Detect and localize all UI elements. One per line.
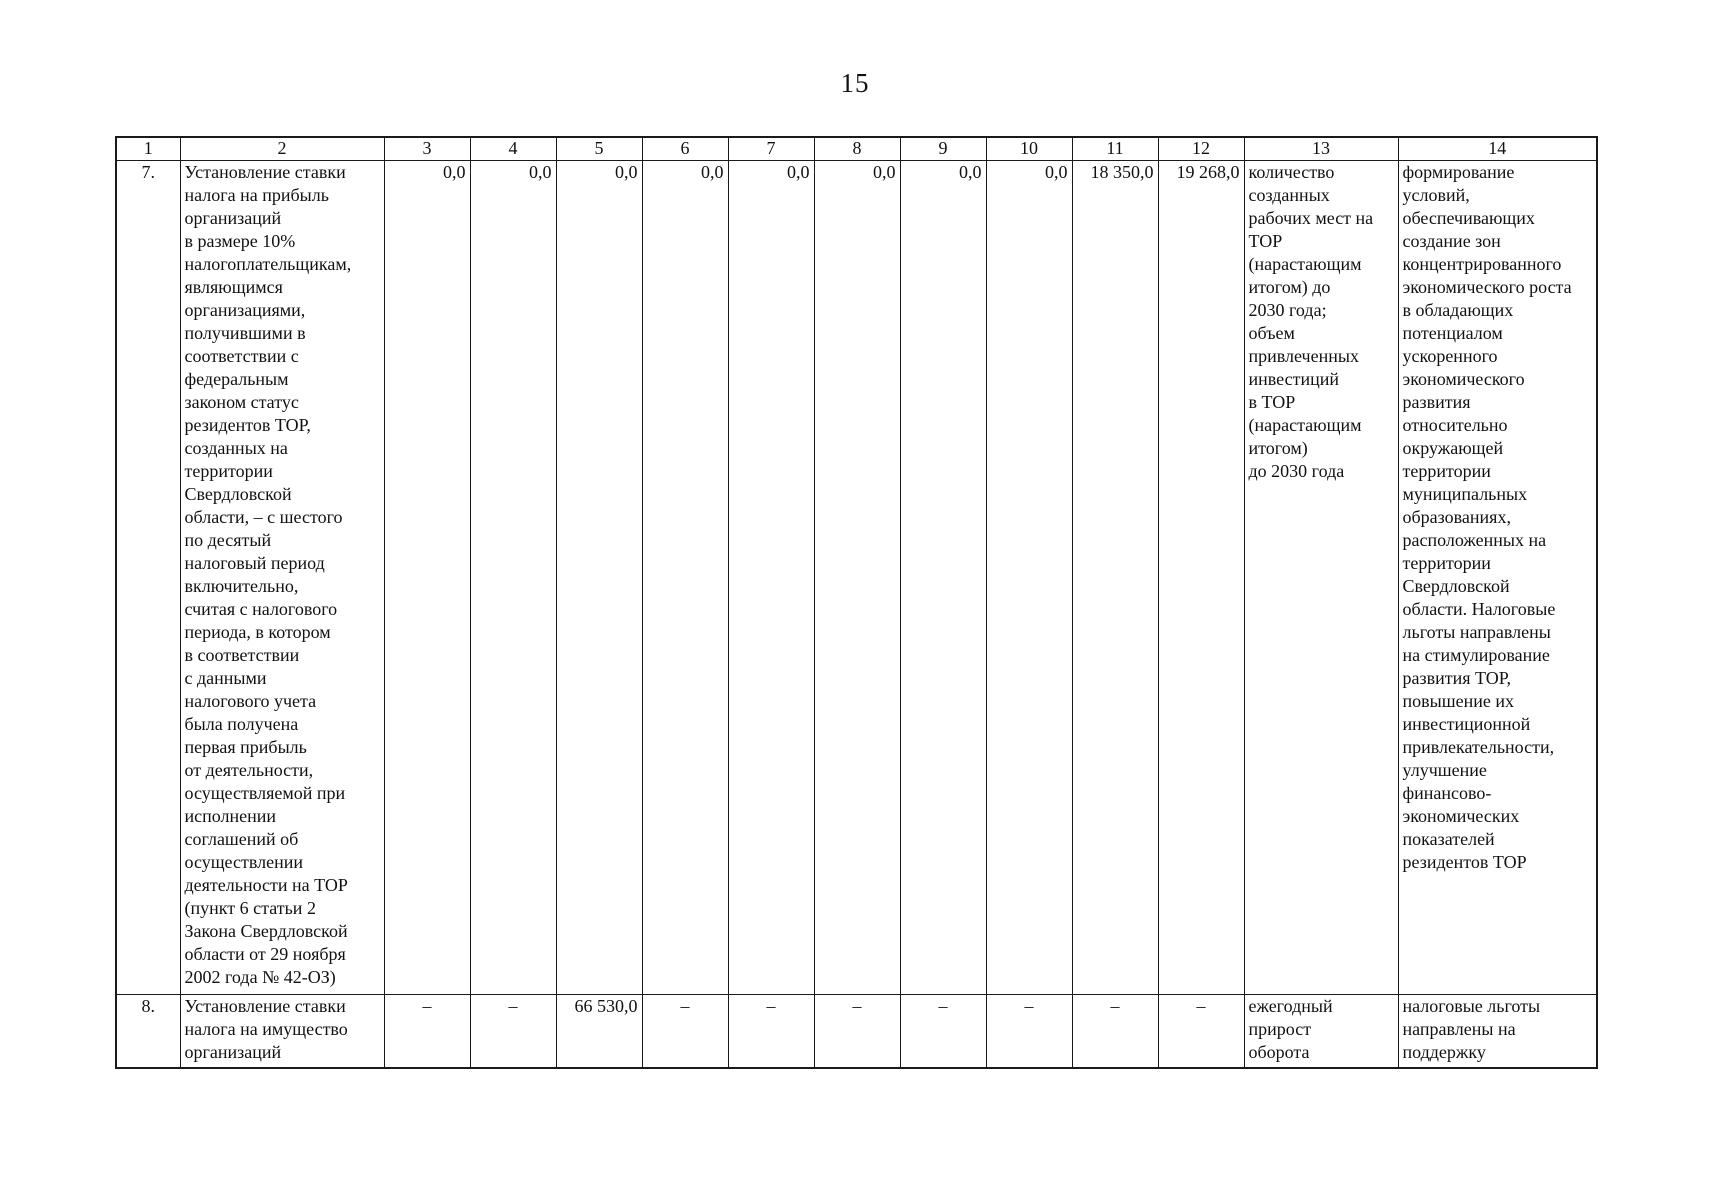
value-cell: 0,0 xyxy=(900,161,986,995)
table-row xyxy=(116,161,1597,995)
value-cell: 0,0 xyxy=(986,161,1072,995)
column-header: 4 xyxy=(470,137,556,161)
value-cell: – xyxy=(814,995,900,1069)
row-number: 7. xyxy=(116,161,180,995)
row-number: 8. xyxy=(116,995,180,1069)
column-header: 1 xyxy=(116,137,180,161)
benefits-table xyxy=(115,136,1598,1069)
column-header: 12 xyxy=(1158,137,1244,161)
page-number: 15 xyxy=(840,68,870,98)
table-row xyxy=(116,995,1597,1069)
value-cell: – xyxy=(728,995,814,1069)
table-header-row xyxy=(116,137,1597,161)
value-cell: 19 268,0 xyxy=(1158,161,1244,995)
value-cell: – xyxy=(470,995,556,1069)
value-cell: – xyxy=(642,995,728,1069)
column-header: 2 xyxy=(180,137,384,161)
column-header: 6 xyxy=(642,137,728,161)
value-cell: – xyxy=(1072,995,1158,1069)
column-header: 3 xyxy=(384,137,470,161)
indicator-cell: ежегодный прирост оборота xyxy=(1244,995,1398,1069)
value-cell: 0,0 xyxy=(470,161,556,995)
column-header: 14 xyxy=(1398,137,1597,161)
value-cell: – xyxy=(900,995,986,1069)
value-cell: 18 350,0 xyxy=(1072,161,1158,995)
column-header: 8 xyxy=(814,137,900,161)
goal-cell: формирование условий, обеспечивающих создание зон концентрированного экономического роста в обладающих потенциалом ускоренного экономического развития относительно окружающей территории муниципальных образованиях, расположенных на территории Свердловской области. Налоговые льготы направлены на стимулирование развития ТОР, повышение их инвестиционной привлекательности, улучшение финансово- экономических показателей резидентов ТОР xyxy=(1398,161,1597,995)
value-cell: – xyxy=(986,995,1072,1069)
goal-cell: налоговые льготы направлены на поддержку xyxy=(1398,995,1597,1069)
benefit-description: Установление ставки налога на имущество организаций xyxy=(180,995,384,1069)
column-header: 9 xyxy=(900,137,986,161)
value-cell: 0,0 xyxy=(642,161,728,995)
indicator-cell: количество созданных рабочих мест на ТОР (нарастающим итогом) до 2030 года; объем привлеченных инвестиций в ТОР (нарастающим итогом) до 2030 года xyxy=(1244,161,1398,995)
column-header: 10 xyxy=(986,137,1072,161)
value-cell: 0,0 xyxy=(556,161,642,995)
value-cell: 0,0 xyxy=(814,161,900,995)
value-cell: 0,0 xyxy=(384,161,470,995)
column-header: 7 xyxy=(728,137,814,161)
benefit-description: Установление ставки налога на прибыль организаций в размере 10% налогоплательщикам, являющимся организациями, получившими в соответствии с федеральным законом статус резидентов ТОР, созданных на территории Свердловской области, – с шестого по десятый налоговый период включительно, считая с налогового периода, в котором в соответствии с данными налогового учета была получена первая прибыль от деятельности, осуществляемой при исполнении соглашений об осуществлении деятельности на ТОР (пункт 6 статьи 2 Закона Свердловской области от 29 ноября 2002 года № 42-ОЗ) xyxy=(180,161,384,995)
value-cell: 0,0 xyxy=(728,161,814,995)
value-cell: – xyxy=(384,995,470,1069)
column-header: 11 xyxy=(1072,137,1158,161)
column-header: 13 xyxy=(1244,137,1398,161)
value-cell: – xyxy=(1158,995,1244,1069)
column-header: 5 xyxy=(556,137,642,161)
value-cell: 66 530,0 xyxy=(556,995,642,1069)
